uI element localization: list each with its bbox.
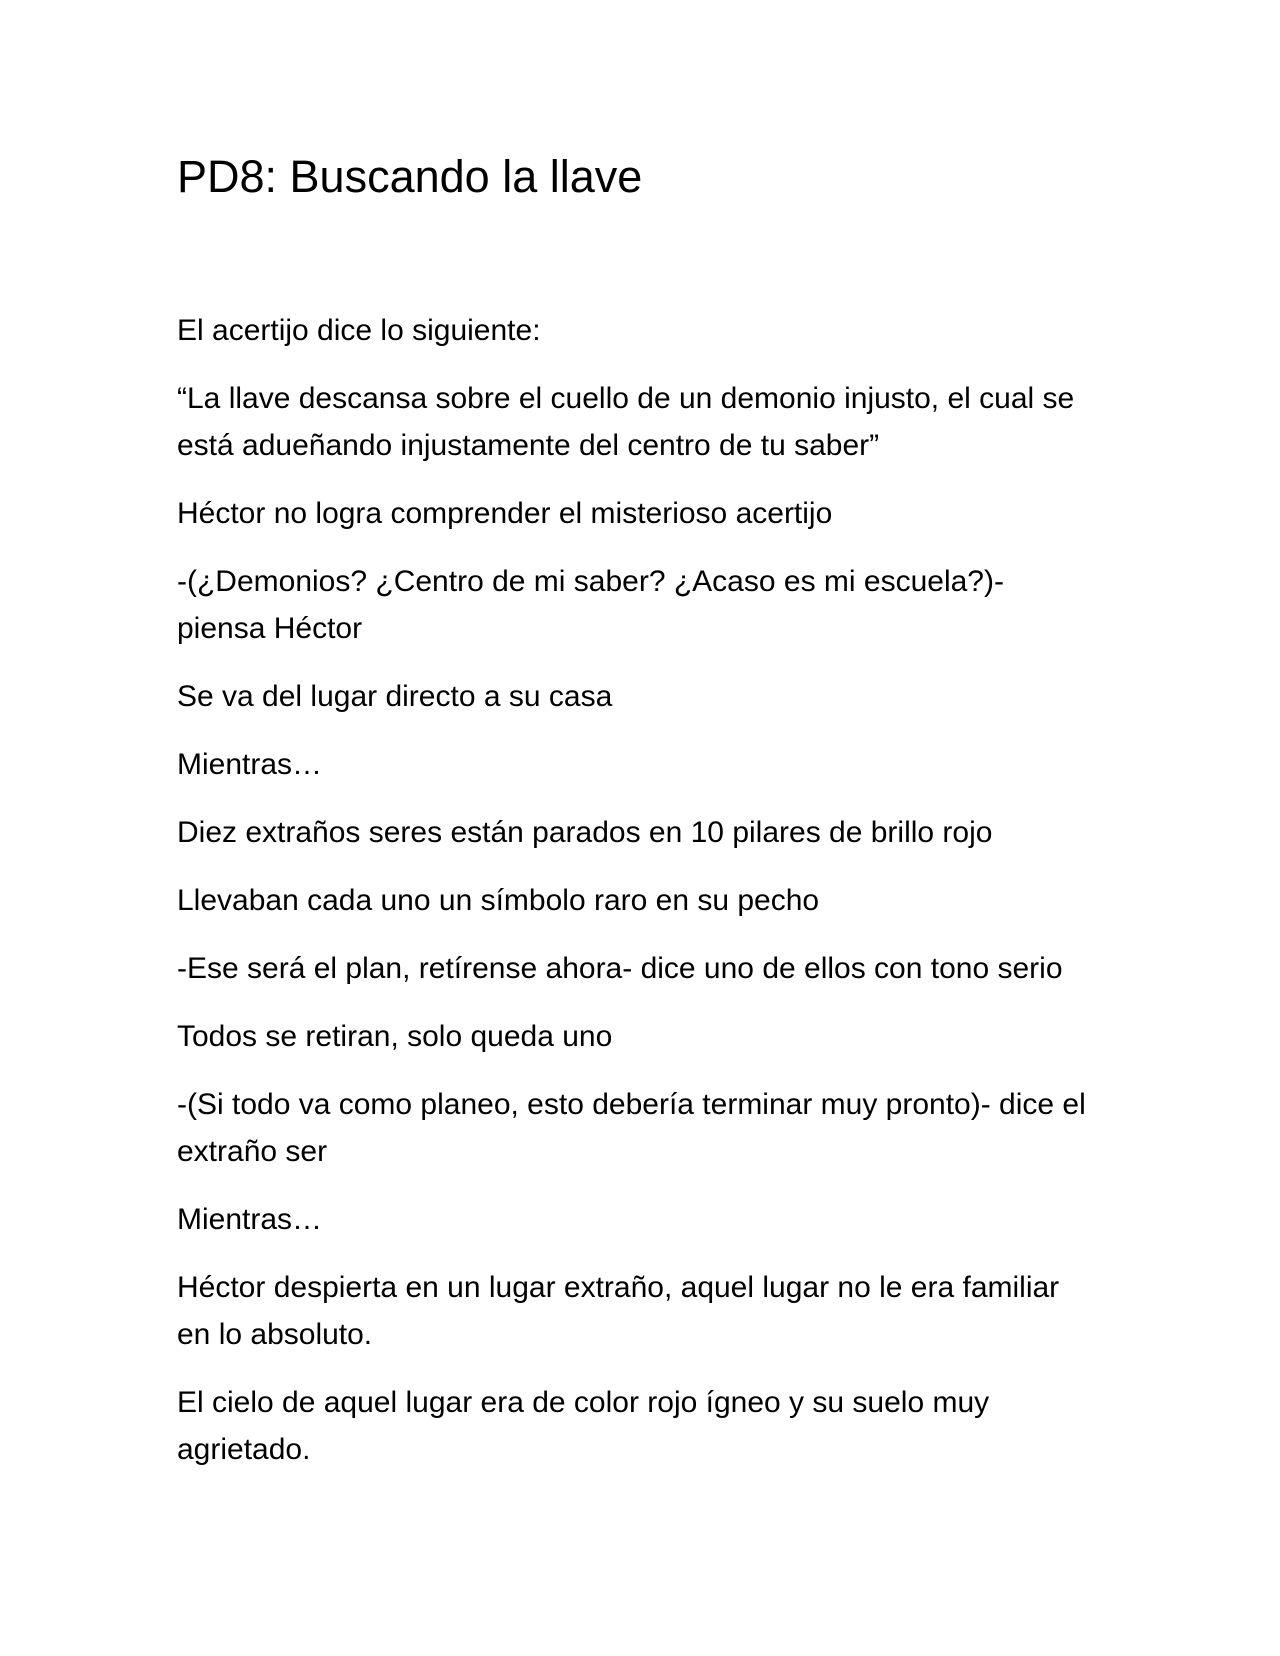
paragraph: El cielo de aquel lugar era de color rojo ígneo y su suelo muy agrietado. [177, 1386, 990, 1466]
paragraph: -(¿Demonios? ¿Centro de mi saber? ¿Acaso es mi escuela?)- piensa Héctor [177, 565, 1004, 645]
paragraph: Diez extraños seres están parados en 10 pilares de brillo rojo [177, 816, 993, 849]
paragraph: Todos se retiran, solo queda uno [177, 1020, 613, 1053]
paragraph: -(Si todo va como planeo, esto debería terminar muy pronto)- dice el extraño ser [177, 1088, 1086, 1168]
document-body [177, 307, 1097, 1494]
paragraph: Mientras… [177, 1203, 323, 1236]
paragraph: Mientras… [177, 748, 323, 781]
paragraph: “La llave descansa sobre el cuello de un demonio injusto, el cual se está adueñando injustamente del centro de tu saber” [177, 382, 1075, 462]
paragraph: Llevaban cada uno un símbolo raro en su pecho [177, 884, 820, 917]
paragraph: Héctor despierta en un lugar extraño, aquel lugar no le era familiar en lo absoluto. [177, 1271, 1060, 1351]
document-title: PD8: Buscando la llave [177, 151, 643, 202]
paragraph: -Ese será el plan, retírense ahora- dice uno de ellos con tono serio [177, 952, 1063, 985]
paragraph: Héctor no logra comprender el misterioso acertijo [177, 497, 833, 530]
paragraph: El acertijo dice lo siguiente: [177, 314, 541, 347]
paragraph: Se va del lugar directo a su casa [177, 680, 613, 713]
